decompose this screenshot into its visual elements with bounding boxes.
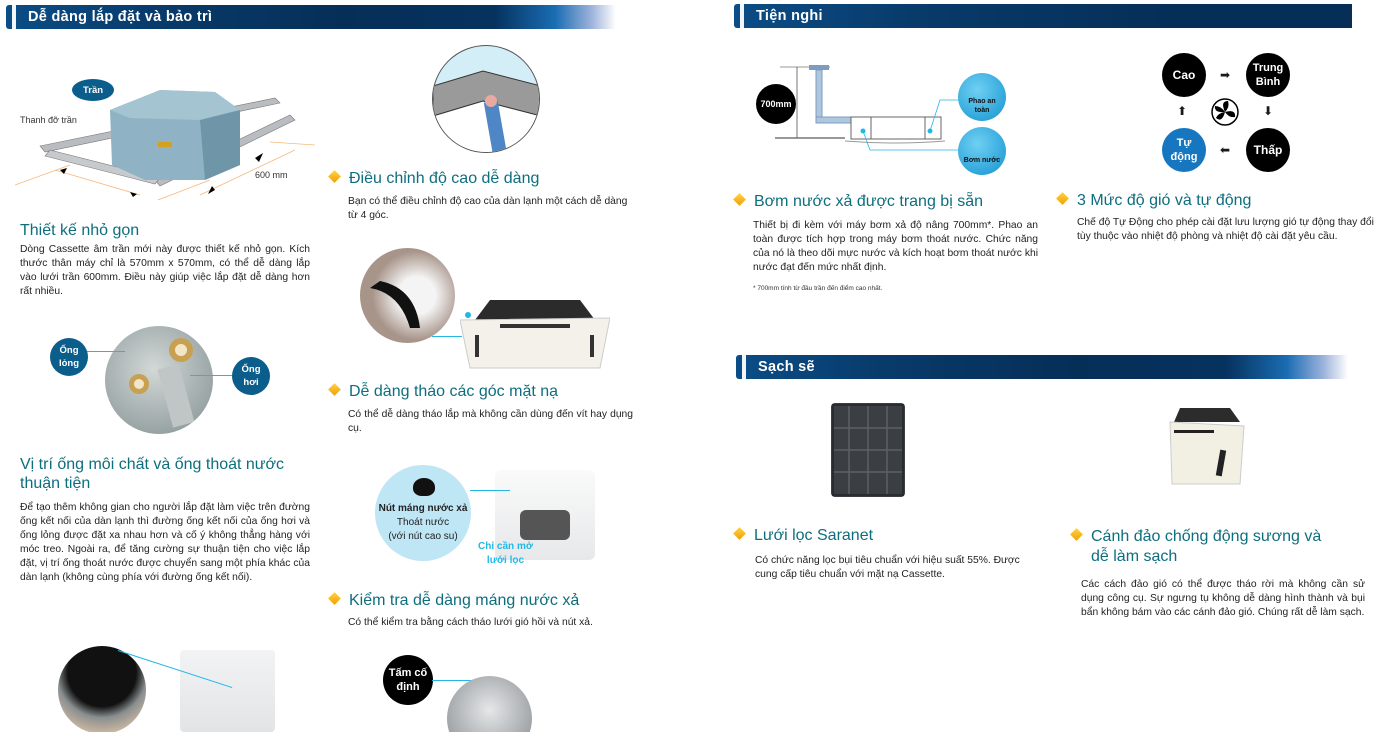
diamond-bullet-icon: [1056, 192, 1069, 205]
saranet-filter-photo: [831, 403, 905, 497]
drain-check-title: [330, 591, 579, 610]
drain-pump-title: [735, 192, 983, 211]
compact-design-title: Thiết kế nhỏ gọn: [20, 222, 140, 239]
louver-body: Các cách đảo gió có thể được tháo rời mà không cần sử dụng công cụ. Sự ngưng tụ không dễ dàng hình thành và bụi bẩn không bám vào các cánh đảo gió. Chúng rất dễ làm sạch.: [1081, 579, 1365, 618]
pipe-position-title: Vị trí ống môi chất và ống thoát nước thuận tiện: [20, 456, 285, 492]
dimension-label: 600 mm: [255, 170, 288, 180]
callout-line: [190, 375, 235, 376]
section-header-comfort: [734, 4, 1352, 28]
cassette-panel-photo: [460, 290, 610, 370]
open-filter-line2: lưới lọc: [486, 555, 525, 566]
header-notch: [12, 5, 16, 29]
corner-removal-title: [330, 382, 558, 401]
header-notch: [742, 355, 746, 379]
arrow-left-icon: ⬅: [1220, 143, 1231, 157]
height-adjust-title: [330, 169, 539, 188]
liquid-pipe-badge: [50, 338, 88, 376]
fan-speed-body: Chế độ Tự Động cho phép cài đặt lưu lượng gió tự động thay đổi tùy thuộc vào nhiệt độ phòng và nhiệt độ cài đặt yêu cầu.: [1077, 217, 1374, 242]
fan-speed-auto: [1162, 128, 1206, 172]
fan-opening: [520, 510, 570, 540]
fan-speed-low: [1246, 128, 1290, 172]
liquid-pipe-label: Ống lỏng: [58, 345, 80, 369]
section-title: Sạch sẽ: [758, 359, 815, 375]
header-notch: [740, 4, 744, 28]
corner-removal-closeup-photo: [360, 248, 455, 343]
arrow-down-icon: ⬇: [1263, 104, 1274, 118]
height-adjust-body: Bạn có thể điều chỉnh độ cao của dàn lạnh một cách dễ dàng từ 4 góc.: [348, 196, 628, 221]
fixing-plate-label: Tấm cố định: [388, 667, 428, 693]
drain-plug-title: Nút máng nước xả: [378, 503, 468, 514]
callout-line: [432, 336, 462, 337]
drain-plug-text: [375, 502, 471, 544]
drain-pump-label: Bơm nước: [963, 157, 1001, 164]
fan-speed-high: [1162, 53, 1206, 97]
gas-pipe-label: Ống hơi: [241, 364, 261, 388]
unit-on-rails-illustration: [15, 70, 315, 200]
drain-plug-icon: [413, 478, 435, 496]
louver-cassette-photo: [1168, 408, 1248, 486]
section-header-clean: [736, 355, 1348, 379]
corner-clip-illustration: [360, 248, 455, 343]
diamond-bullet-icon: [733, 193, 746, 206]
fixing-plate-badge: [383, 655, 433, 705]
drain-pump-lift-illustration: [775, 65, 975, 155]
pipe-fittings-illustration: [105, 326, 213, 434]
safety-float-badge: [958, 73, 1006, 121]
callout-line: [85, 351, 125, 352]
diamond-bullet-icon: [328, 592, 341, 605]
fixing-plate-photo: [447, 676, 532, 732]
drain-pump-body: Thiết bị đi kèm với máy bơm xả độ nâng 700mm*. Phao an toàn được tích hợp trong máy bơm thoát nước. Chức năng của nó là theo dõi mực nước và kích hoạt bơm thoát nước khi nước đạt đến mức nhất định.: [753, 220, 1038, 273]
louver-title: [1072, 527, 1321, 567]
corner-removal-title-text: Dễ dàng tháo các góc mặt nạ: [349, 383, 559, 400]
ceiling-badge: [72, 79, 114, 101]
diamond-bullet-icon: [1070, 528, 1083, 541]
fan-speed-medium: [1246, 53, 1290, 97]
fan-speed-high-label: Cao: [1172, 67, 1196, 82]
corner-removal-body: Có thể dễ dàng tháo lắp mà không cần dùng đến vít hay dụng cụ.: [348, 409, 633, 434]
cassette-unit-photo-bottom: [180, 650, 275, 732]
ceiling-badge-label: Trần: [82, 84, 104, 96]
drain-plug-line3: (với nút cao su): [388, 531, 458, 542]
height-badge-label: 700mm: [760, 98, 792, 109]
drain-pan-closeup-photo: [58, 646, 146, 732]
corner-adjust-photo: [432, 45, 540, 153]
pipe-position-body: Để tạo thêm không gian cho người lắp đặt làm việc trên đường ống kết nối của dàn lạnh thì đường ống kết nối của ống hơi và ống lỏng được đặt xa nhau hơn và cố ý không thẳng hàng với móc treo. Ngoài ra, để tăng cường sự thuận tiện cho việc lắp đặt, vị trí ống thoát nước được chuyển sang một phía khác của dàn lạnh (không cùng phía với đường ống kết nối).: [20, 502, 310, 583]
fan-speed-low-label: Thấp: [1253, 142, 1283, 157]
ceiling-rail-diagram: [15, 70, 315, 200]
open-filter-line1: Chỉ cần mở: [478, 541, 533, 552]
diamond-bullet-icon: [328, 170, 341, 183]
drain-check-body: Có thể kiểm tra bằng cách tháo lưới gió hồi và nút xả.: [348, 617, 593, 628]
drain-pump-title-text: Bơm nước xả được trang bị sẵn: [754, 193, 983, 210]
drain-plug-line2: Thoát nước: [396, 517, 450, 528]
drain-pump-footnote: * 700mm tính từ đầu trần đến điểm cao nhất.: [753, 285, 883, 292]
fan-icon: [1210, 97, 1240, 127]
arrow-right-icon: ➡: [1220, 68, 1231, 82]
diamond-bullet-icon: [328, 383, 341, 396]
cassette-panel-illustration: [460, 290, 610, 370]
drain-check-title-text: Kiểm tra dễ dàng máng nước xả: [349, 592, 580, 609]
section-header-installation: [6, 5, 616, 29]
fan-speed-medium-label: Trung Bình: [1252, 62, 1284, 88]
compact-design-body: Dòng Cassette âm trần mới này được thiết kế nhỏ gọn. Kích thước thân máy chỉ là 570mm x 570mm, có thể dễ dàng lắp vào lưới trần 600mm. Điều này giúp việc lắp đặt dễ dàng hơn rất nhiều.: [20, 244, 310, 297]
drain-pump-badge: [958, 127, 1006, 175]
saranet-title-text: Lưới lọc Saranet: [754, 527, 874, 544]
fan-speed-title: [1058, 191, 1251, 210]
arrow-up-icon: ⬆: [1177, 104, 1188, 118]
drain-pump-diagram: [775, 65, 975, 155]
cassette-louver-illustration: [1168, 408, 1248, 486]
diamond-bullet-icon: [733, 527, 746, 540]
filter-grid-illustration: [831, 403, 905, 497]
pipe-connection-photo: [105, 326, 213, 434]
rail-label: Thanh đỡ trần: [20, 115, 77, 125]
gas-pipe-badge: [232, 357, 270, 395]
height-700mm-badge: [756, 84, 796, 124]
section-title: Dễ dàng lắp đặt và bảo trì: [28, 9, 213, 25]
section-title: Tiện nghi: [756, 8, 823, 24]
callout-dot: [465, 312, 471, 318]
louver-title-line1: Cánh đảo chống động sương và: [1091, 528, 1322, 545]
callout-line: [470, 490, 510, 491]
louver-title-line2: dễ làm sạch: [1091, 548, 1178, 565]
fan-speed-auto-label: Tự động: [1170, 137, 1198, 163]
open-filter-caption: [468, 540, 543, 568]
callout-line: [432, 680, 472, 681]
saranet-title: [735, 526, 873, 545]
height-adjust-title-text: Điều chỉnh độ cao dễ dàng: [349, 170, 540, 187]
fan-speed-title-text: 3 Mức độ gió và tự động: [1077, 192, 1252, 209]
safety-float-label: Phao an toàn: [968, 98, 996, 114]
saranet-body: Có chức năng lọc bụi tiêu chuẩn với hiệu suất 55%. Được cung cấp tiêu chuẩn với mặt nạ Cassette.: [755, 555, 1020, 580]
hand-adjusting-corner-illustration: [433, 46, 540, 153]
